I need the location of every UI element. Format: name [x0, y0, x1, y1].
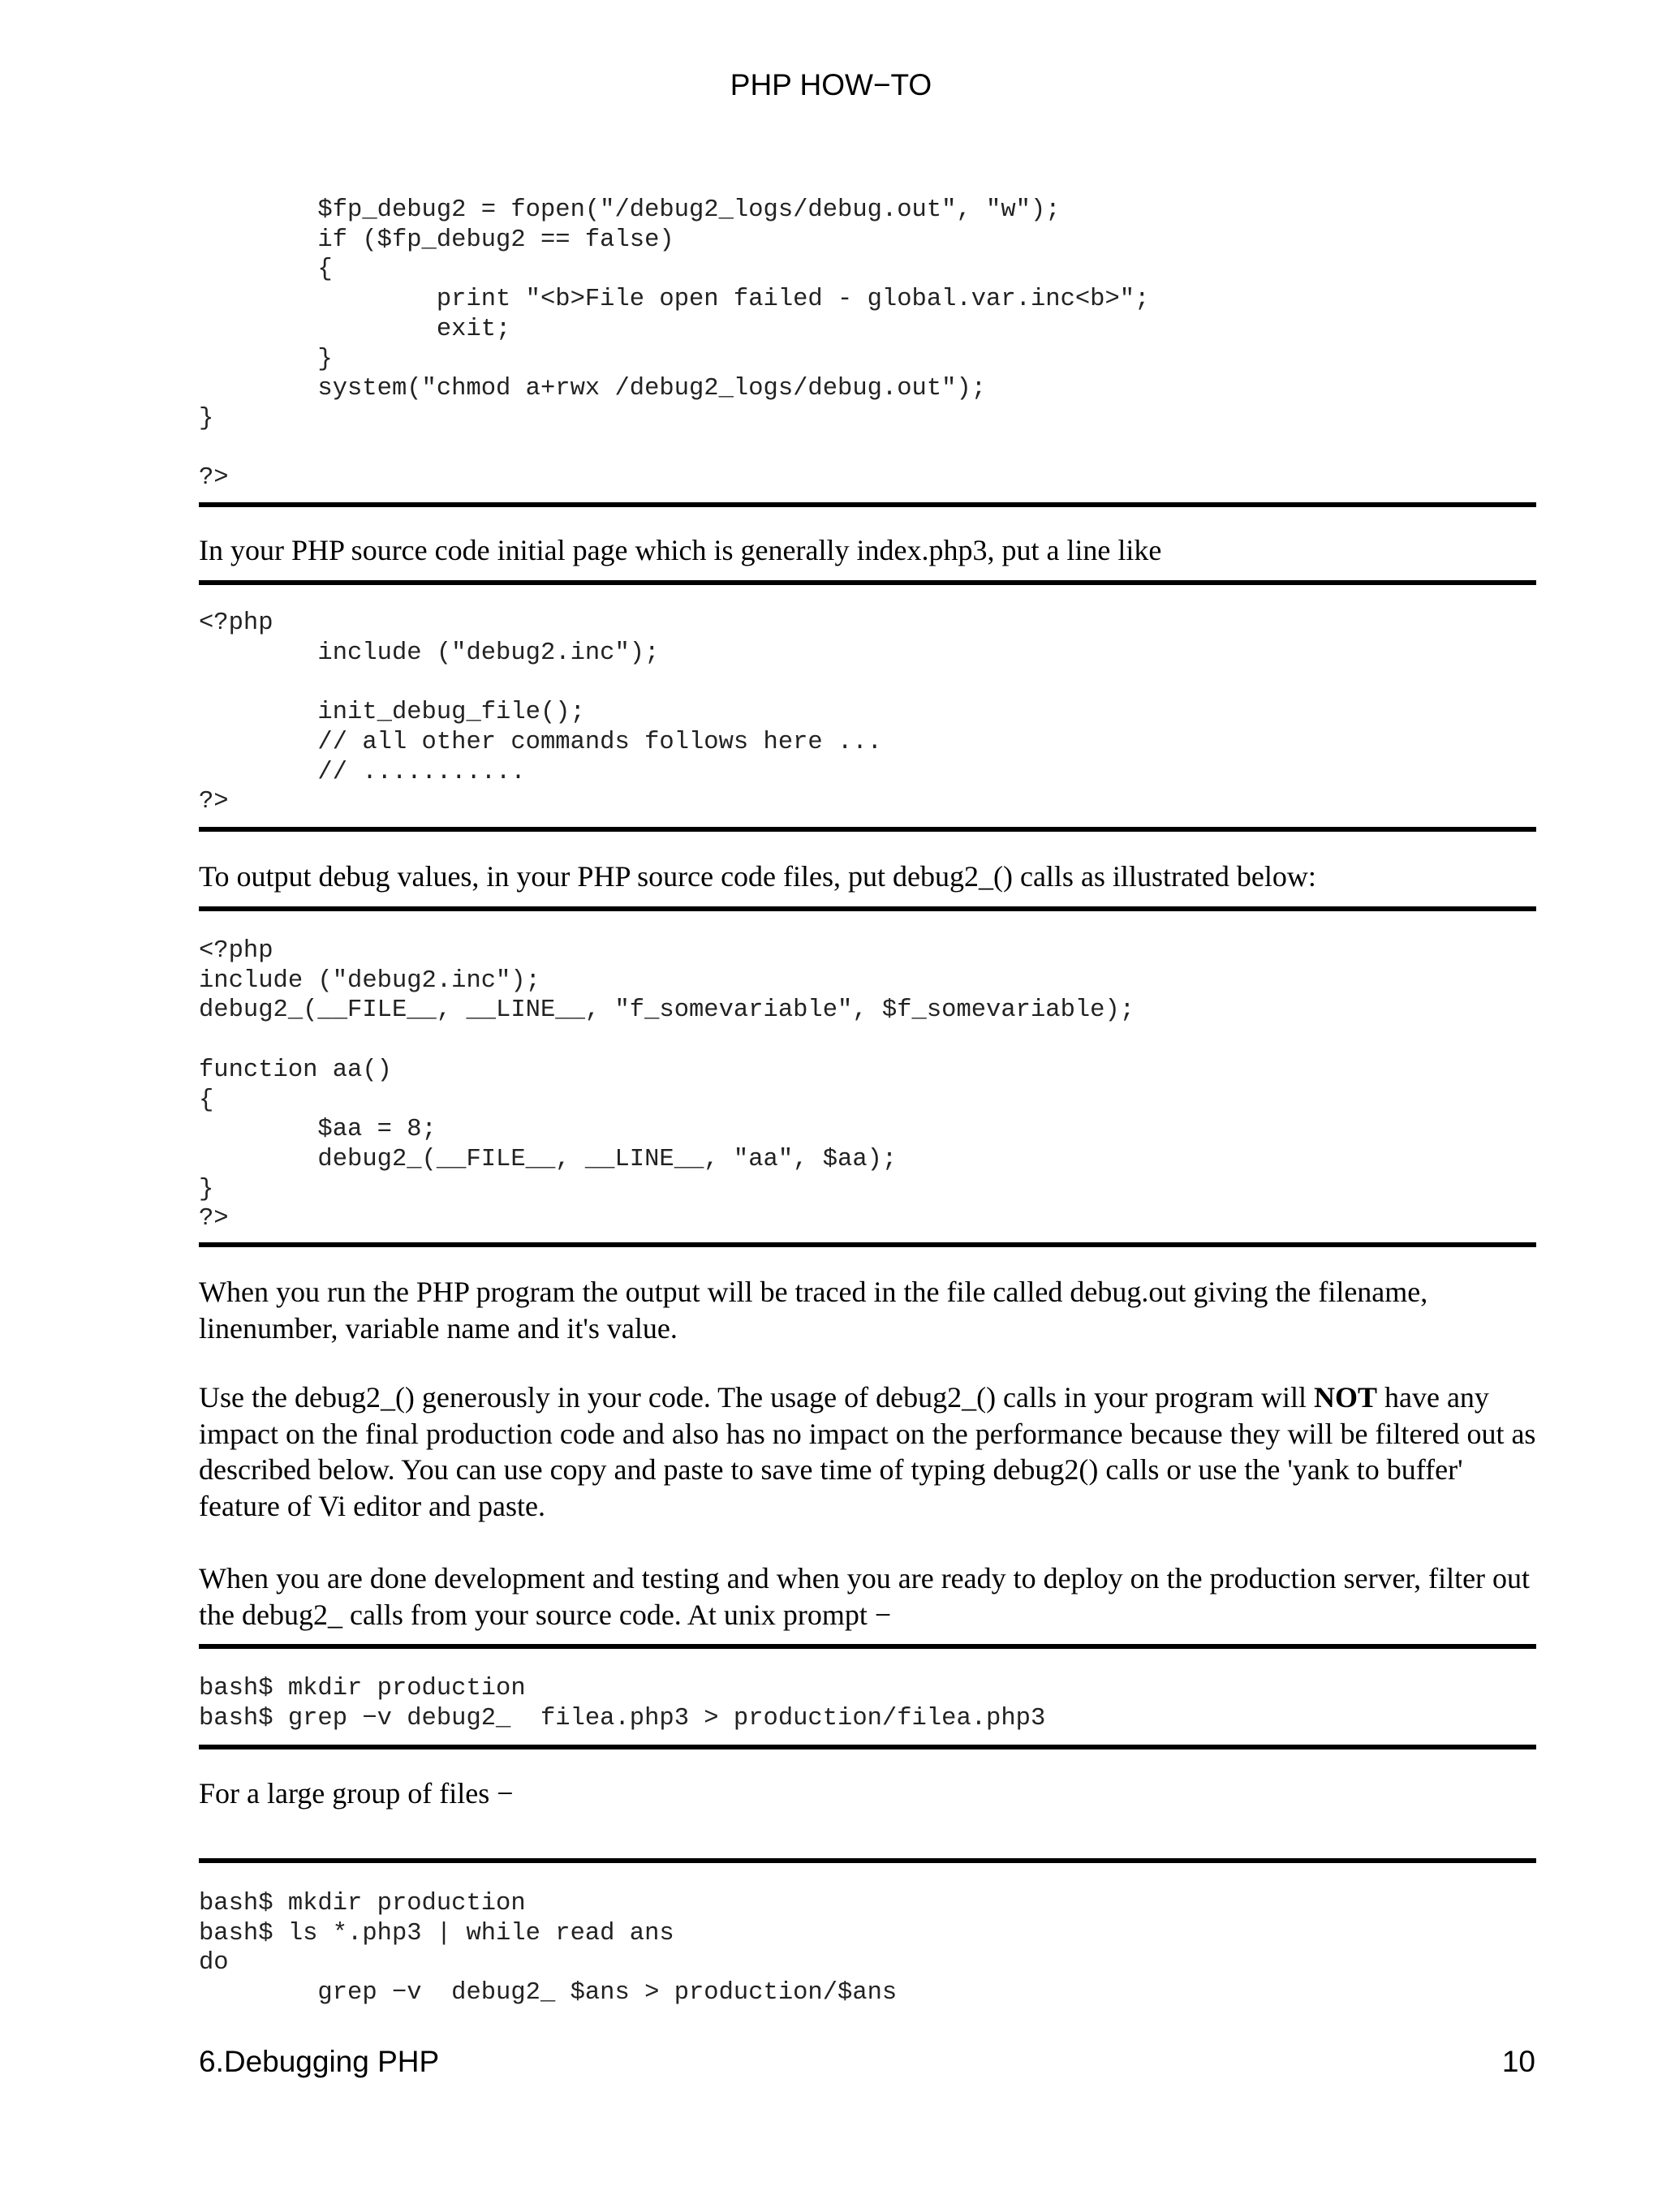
paragraph-usage-note: [199, 1379, 1536, 1524]
code-block-fopen: $fp_debug2 = fopen("/debug2_logs/debug.out", "w"); if ($fp_debug2 == false) { print "<b>File open failed - global.var.inc<b>"; exit; } system("chmod a+rwx /debug2_logs/debug.out"); } ?>: [199, 196, 1150, 493]
footer-section-title: 6.Debugging PHP: [199, 2045, 440, 2078]
paragraph-usage-text-rest: have any impact on the final production code and also has no impact on the performance because they will be filtered out as described below. You can use copy and paste to save time of typing debug2() calls or use the 'yank to buffer' feature of Vi editor and paste.: [199, 1381, 1536, 1522]
horizontal-rule: [199, 502, 1536, 507]
code-block-grep-single: bash$ mkdir production bash$ grep −v debug2_ filea.php3 > production/filea.php3: [199, 1675, 1046, 1732]
horizontal-rule: [199, 1858, 1536, 1863]
horizontal-rule: [199, 906, 1536, 911]
code-block-grep-loop: bash$ mkdir production bash$ ls *.php3 | while read ans do grep −v debug2_ $ans > production/$ans: [199, 1890, 898, 2008]
horizontal-rule: [199, 1644, 1536, 1649]
page-header-title: PHP HOW−TO: [730, 68, 932, 101]
paragraph-include-instruction: In your PHP source code initial page which is generally index.php3, put a line like: [199, 534, 1162, 566]
horizontal-rule: [199, 580, 1536, 585]
horizontal-rule: [199, 827, 1536, 832]
paragraph-debug-calls: To output debug values, in your PHP source code files, put debug2_() calls as illustrated below:: [199, 860, 1316, 893]
paragraph-usage-text: Use the debug2_() generously in your code. The usage of debug2_() calls in your program will: [199, 1381, 1314, 1414]
paragraph-output-trace: When you run the PHP program the output will be traced in the file called debug.out giving the filename, linenumber, variable name and it's value.: [199, 1276, 1428, 1345]
emphasis-not: NOT: [1313, 1381, 1377, 1414]
footer-page-number: 10: [1501, 2045, 1535, 2078]
code-block-include: <?php include ("debug2.inc"); init_debug_file(); // all other commands follows here ... // ........... ?>: [199, 609, 882, 816]
horizontal-rule: [199, 1745, 1536, 1749]
code-block-debug2-usage: <?php include ("debug2.inc"); debug2_(__FILE__, __LINE__, "f_somevariable", $f_somevariable); function aa() { $aa = 8; debug2_(__FILE__, __LINE__, "aa", $aa); } ?>: [199, 937, 1135, 1233]
horizontal-rule: [199, 1242, 1536, 1247]
paragraph-large-group: For a large group of files −: [199, 1777, 514, 1810]
paragraph-deploy-filter: When you are done development and testing and when you are ready to deploy on the production server, filter out the debug2_ calls from your source code. At unix prompt −: [199, 1562, 1531, 1631]
